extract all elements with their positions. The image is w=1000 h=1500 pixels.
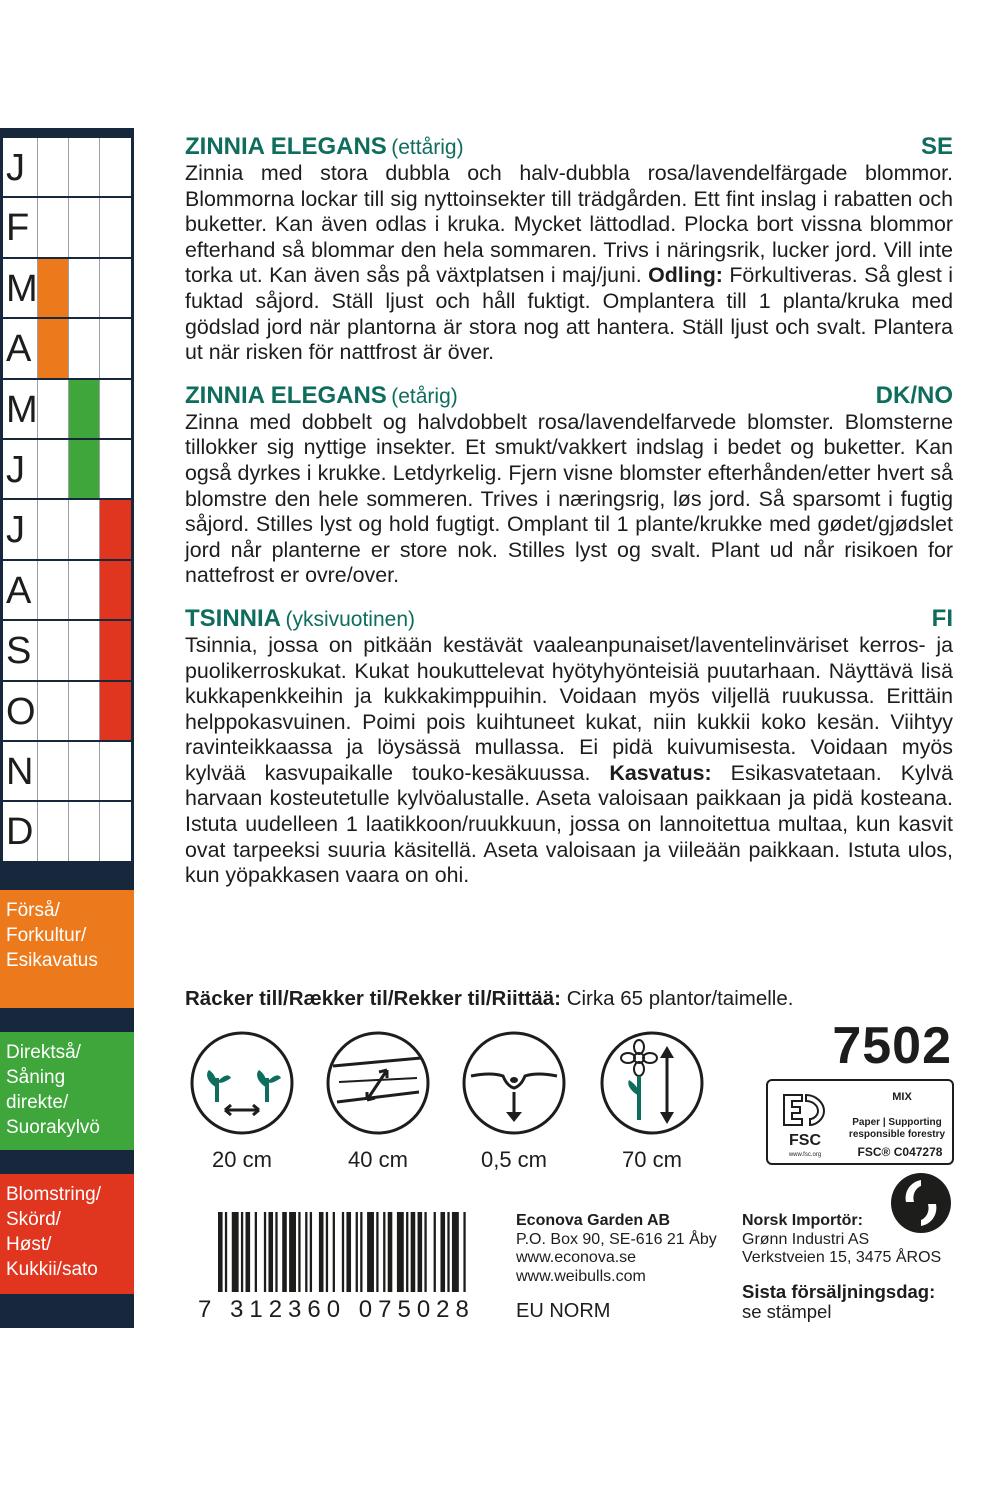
month-letter: M [3, 380, 38, 438]
calendar-cell-direkt [69, 259, 100, 317]
producer-name: Econova Garden AB [516, 1212, 671, 1229]
importer-line: Verkstveien 15, 3475 ÅROS [742, 1249, 942, 1266]
row-spacing-icon [325, 1030, 431, 1136]
calendar-cell-forsa [38, 259, 69, 317]
barcode-bar [225, 1212, 227, 1292]
calendar-cell-direkt [69, 500, 100, 558]
body-text: Zinnia med stora dubbla och halv-dubbla rosa/lavendelfärgade blommor. Blommorna lockar till sig nyttoinsekter till trädgården. Ett fint inslag i rabatten och buketter. Kan även odlas i kruka. Mycket lättodlad. Plocka bort vissna blommor efterhand så blommar den hela sommaren. Trivs i näringsrik, lucker jord. Vill inte torka ut. Kan även sås på växtplatsen i maj/juni. [185, 161, 953, 288]
calendar-cell-blom [100, 561, 131, 619]
producer-line: www.weibulls.com [516, 1267, 646, 1285]
language-code: FI [931, 604, 953, 632]
barcode-bar [218, 1212, 223, 1292]
barcode-bar [411, 1212, 416, 1292]
legend-bloom [0, 1174, 134, 1294]
fsc-mix: MIX [892, 1091, 912, 1103]
legend-presow-line: Förså/ [6, 900, 60, 921]
calendar-cell-forsa [38, 802, 69, 860]
barcode-bar [434, 1212, 436, 1292]
barcode-bar [383, 1212, 385, 1292]
legend-direct-line: Direktså/ [6, 1042, 81, 1063]
plant-spacing-value: 20 cm [212, 1147, 272, 1172]
yield-info [185, 987, 793, 1011]
calendar-month-row [3, 319, 131, 379]
yield-value: Cirka 65 plantor/taimelle. [561, 987, 794, 1010]
section-header [185, 605, 953, 633]
plant-spacing [187, 1030, 297, 1173]
barcode-bar [275, 1212, 277, 1292]
section-subtitle: (yksivuotinen) [285, 607, 416, 631]
barcode-bar [333, 1212, 335, 1292]
calendar-cell-blom [100, 380, 131, 438]
fsc-text: Paper | Supporting responsible forestry [848, 1117, 946, 1140]
eu-norm: EU NORM [516, 1300, 611, 1322]
barcode-bar [241, 1212, 243, 1292]
row-spacing-value: 40 cm [348, 1147, 408, 1172]
section-title: TSINNIA [185, 604, 281, 632]
calendar-cell-forsa [38, 138, 69, 196]
calendar-cell-blom [100, 682, 131, 740]
producer-line: www.econova.se [516, 1249, 637, 1266]
calendar-month-row [3, 742, 131, 802]
plant-spacing-icon [189, 1030, 295, 1136]
article-number: 7502 [832, 1017, 952, 1075]
barcode [218, 1212, 468, 1300]
legend-presow-line: Forkultur/ [6, 925, 87, 946]
calendar-cell-direkt [69, 682, 100, 740]
fsc-code: FSC® C047278 [857, 1145, 943, 1159]
section-subtitle: (etårig) [391, 384, 458, 408]
sales-date-value: se stämpel [742, 1301, 832, 1322]
calendar-cell-direkt [69, 440, 100, 498]
calendar-cell-blom [100, 440, 131, 498]
calendar-cell-direkt [69, 802, 100, 860]
sales-date-label: Sista försäljningsdag: [742, 1281, 936, 1302]
calendar-cell-forsa [38, 380, 69, 438]
legend-presow-line: Esikavatus [6, 950, 98, 971]
legend-bloom-line: Kukkii/sato [6, 1259, 98, 1280]
barcode-bar [319, 1212, 324, 1292]
body-bold: Odling: [648, 263, 723, 288]
barcode-bar [418, 1212, 423, 1292]
body-text: Förkultiveras. Så glest i fuktad såjord. Ställ ljust och håll fuktigt. Omplantera till 1 planta/kruka med gödslad jord när plantorna är stora nog att hantera. Ställ ljust och svalt. Plantera ut när risken för nattfrost är över. [185, 263, 953, 365]
barcode-bar [376, 1212, 378, 1292]
barcode-bar [440, 1212, 445, 1292]
body-bold: Kasvatus: [609, 760, 712, 785]
calendar-cell-forsa [38, 561, 69, 619]
month-letter: A [3, 561, 38, 619]
legend-direct-line: Suorakylvö [6, 1117, 100, 1138]
calendar-cell-forsa [38, 198, 69, 256]
barcode-bar [246, 1212, 251, 1292]
month-letter: M [3, 259, 38, 317]
body-text: Tsinnia, jossa on pitkään kestävät vaaleanpunaiset/laventelinväriset kerros- ja puolikerroskukat. Kukat houkuttelevat hyötyhyönteisiä puutarhaan. Näyttävä lisä kukkapenkkeihin ja kukkakimppuihin. Voidaan myös viljellä ruukussa. Erittäin helppokasvuinen. Poimi pois kuihtuneet kukat, niin kukkii koko kesän. Viihtyy ravinteikkaassa ja löysässä mullassa. Ei pidä kuivumisesta. Voidaan myös kylvää kasvupaikalle touko-kesäkuussa. [185, 632, 953, 785]
yield-label: Räcker till/Rækker til/Rekker til/Riittää: [185, 987, 561, 1010]
calendar-cell-direkt [69, 561, 100, 619]
section-dk-no [185, 382, 953, 589]
barcode-bar [360, 1212, 362, 1292]
barcode-bar [326, 1212, 328, 1292]
legend-bloom-line: Blomstring/ [6, 1184, 102, 1205]
language-code: DK/NO [875, 381, 953, 409]
section-body [185, 410, 953, 589]
barcode-bar [232, 1212, 239, 1292]
calendar-cell-blom [100, 319, 131, 377]
calendar-cell-forsa [38, 682, 69, 740]
calendar-month-row [3, 380, 131, 440]
month-letter: J [3, 440, 38, 498]
section-se [185, 133, 953, 366]
legend-direct-line: direkte/ [6, 1092, 69, 1113]
month-letter: S [3, 621, 38, 679]
section-subtitle: (ettårig) [391, 136, 464, 159]
legend-bloom-line: Skörd/ [6, 1209, 61, 1230]
legend-presow [0, 890, 134, 1008]
calendar-month-row [3, 259, 131, 319]
barcode-bar [264, 1212, 266, 1292]
calendar-cell-blom [100, 500, 131, 558]
barcode-bar [397, 1212, 404, 1292]
barcode-bar [305, 1212, 307, 1292]
calendar-cell-forsa [38, 621, 69, 679]
calendar-month-row [3, 802, 131, 862]
description-text [185, 133, 953, 905]
body-text: Esikasvatetaan. Kylvä harvaan kosteutetulle kylvöalustalle. Aseta valoisaan paikkaan ja pidä kosteana. Istuta uudelleen 1 laatikkoon/ruukkuun, jossa on lannoitettua multaa, kun kasvit ovat tarpeeksi suuria käsitellä. Aseta valoisaan ja viileään paikkaan. Istuta ulos, kun yöpakkasen vaara on ohi. [185, 760, 953, 888]
barcode-bar [255, 1212, 257, 1292]
fsc-site: www.fsc.org [788, 1152, 822, 1158]
month-letter: J [3, 138, 38, 196]
month-letter: F [3, 198, 38, 256]
plant-height-value: 70 cm [622, 1147, 682, 1172]
section-header [185, 133, 953, 161]
producer-address [516, 1212, 717, 1286]
importer-address [742, 1212, 941, 1268]
calendar-month-row [3, 198, 131, 258]
calendar-month-row [3, 138, 131, 198]
plant-height-icon [599, 1030, 705, 1136]
body-text: Zinna med dobbelt og halvdobbelt rosa/lavendelfarvede blomster. Blomsterne tillokker sig nyttige insekter. Et smukt/vakkert indslag i bedet og buketter. Kan også dyrkes i krukke. Letdyrkelig. Fjern visne blomster efterhånden/etter hvert så blomstre den hele sommeren. Trives i næringsrig, løs jord. Så sparsomt i fugtig såjord. Stilles lyst og hold fugtigt. Omplant til 1 plante/krukke med gødet/gjødslet jord når planterne er store nok. Stilles lyst og svalt. Plant ud når risikoen for nattefrost er ovre/over. [185, 409, 953, 588]
barcode-bar [268, 1212, 273, 1292]
calendar-cell-blom [100, 259, 131, 317]
barcode-bar [282, 1212, 287, 1292]
month-letter: D [3, 802, 38, 860]
calendar-month-row [3, 682, 131, 742]
sowing-depth-icon [461, 1030, 567, 1136]
barcode-bar [463, 1212, 465, 1292]
section-body [185, 633, 953, 889]
month-grid [3, 138, 131, 863]
month-letter: J [3, 500, 38, 558]
calendar-cell-forsa [38, 319, 69, 377]
calendar-cell-forsa [38, 742, 69, 800]
legend-bloom-line: Høst/ [6, 1234, 52, 1255]
section-header [185, 382, 953, 410]
calendar-cell-blom [100, 802, 131, 860]
calendar-cell-blom [100, 138, 131, 196]
section-title: ZINNIA ELEGANS [185, 381, 387, 409]
barcode-bar [447, 1212, 449, 1292]
plant-height [597, 1030, 707, 1173]
month-letter: O [3, 682, 38, 740]
month-letter: A [3, 319, 38, 377]
barcode-bar [342, 1212, 344, 1292]
barcode-number: 7 312360 075028 [198, 1296, 475, 1323]
legend-direct-sow [0, 1032, 134, 1150]
producer-line: P.O. Box 90, SE-616 21 Åby [516, 1230, 717, 1248]
month-letter: N [3, 742, 38, 800]
calendar-cell-blom [100, 621, 131, 679]
importer-line: Grønn Industri AS [742, 1230, 870, 1248]
barcode-bar [289, 1212, 296, 1292]
fsc-label [766, 1079, 954, 1165]
calendar-cell-direkt [69, 621, 100, 679]
calendar-cell-direkt [69, 380, 100, 438]
calendar-cell-blom [100, 742, 131, 800]
section-body [185, 161, 953, 366]
calendar-cell-forsa [38, 500, 69, 558]
barcode-bar [406, 1212, 408, 1292]
calendar-month-row [3, 440, 131, 500]
language-code: SE [920, 133, 953, 160]
barcode-bar [356, 1212, 358, 1292]
sowing-calendar [0, 128, 134, 1328]
legend-direct-line: Såning [6, 1067, 66, 1088]
calendar-month-row [3, 621, 131, 681]
sowing-depth [459, 1030, 569, 1173]
barcode-bar [346, 1212, 351, 1292]
sowing-depth-value: 0,5 cm [480, 1147, 548, 1172]
fsc-logo-text: FSC [789, 1132, 821, 1149]
barcode-bar [298, 1212, 300, 1292]
calendar-month-row [3, 500, 131, 560]
calendar-cell-direkt [69, 138, 100, 196]
fsc-tree-logo [774, 1089, 836, 1159]
calendar-cell-forsa [38, 440, 69, 498]
barcode-bar [424, 1212, 426, 1292]
importer-label: Norsk Importör: [742, 1212, 863, 1229]
calendar-cell-direkt [69, 742, 100, 800]
barcode-bar [367, 1212, 374, 1292]
calendar-month-row [3, 561, 131, 621]
sales-date [742, 1282, 935, 1322]
barcode-bar [310, 1212, 312, 1292]
calendar-cell-direkt [69, 198, 100, 256]
calendar-cell-direkt [69, 319, 100, 377]
barcode-bar [388, 1212, 393, 1292]
section-fi [185, 605, 953, 889]
barcode-bar [452, 1212, 459, 1292]
row-spacing [323, 1030, 433, 1173]
section-title: ZINNIA ELEGANS [185, 133, 387, 160]
calendar-cell-blom [100, 198, 131, 256]
